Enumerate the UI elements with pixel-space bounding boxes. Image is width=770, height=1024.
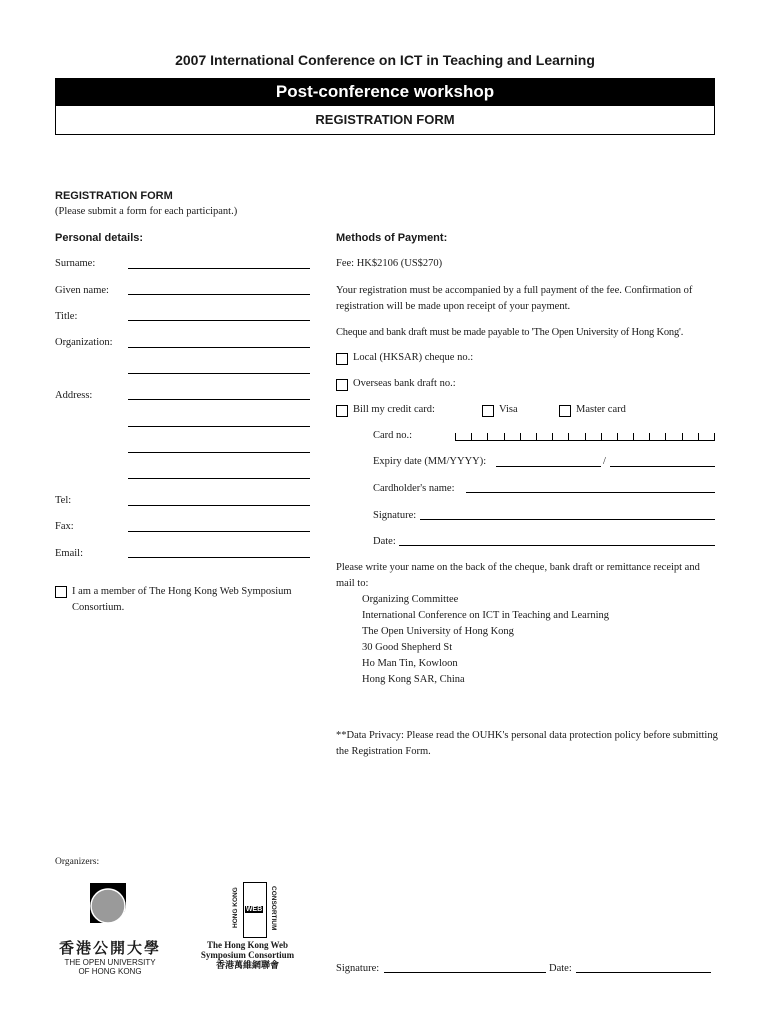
tel-field[interactable] (128, 505, 310, 506)
mail-address (362, 592, 609, 688)
expiry-separator: / (603, 456, 606, 467)
payment-note: Your registration must be accompanied by a full payment of the fee. Confirmation of registration will be made upon receipt of your payment. (336, 285, 693, 312)
footer-date-label: Date: (549, 963, 572, 974)
surname-label: Surname: (55, 258, 96, 269)
visa-checkbox[interactable] (482, 405, 494, 417)
member-text: I am a member of The Hong Kong Web Symposium Consortium. (72, 586, 292, 613)
open-university-logo (55, 880, 165, 976)
card-no-label: Card no.: (373, 430, 413, 441)
cardholder-field[interactable] (466, 492, 715, 493)
mail-instruction: Please write your name on the back of the cheque, bank draft or remittance receipt and mail to: (336, 562, 700, 589)
given-name-field[interactable] (128, 294, 310, 295)
organization-field-line-2[interactable] (128, 373, 310, 374)
tel-label: Tel: (55, 495, 72, 506)
card-date-label: Date: (373, 536, 396, 547)
email-label: Email: (55, 548, 83, 559)
credit-card-checkbox[interactable] (336, 405, 348, 417)
card-signature-field[interactable] (420, 519, 715, 520)
cardholder-label: Cardholder's name: (373, 483, 455, 494)
address-field-line-2[interactable] (128, 426, 310, 427)
title-label: Title: (55, 311, 78, 322)
surname-field[interactable] (128, 268, 310, 269)
web-word: WEB (245, 906, 263, 913)
workshop-title: Post-conference workshop (55, 78, 715, 105)
expiry-month-field[interactable] (496, 466, 601, 467)
card-signature-label: Signature: (373, 510, 417, 521)
local-cheque-checkbox[interactable] (336, 353, 348, 365)
web-consortium-label: CONSORTIUM (270, 885, 277, 931)
organizers-label: Organizers: (55, 857, 100, 867)
address-line: International Conference on ICT in Teaching and Learning (362, 610, 609, 621)
email-field[interactable] (128, 557, 310, 558)
web-hk-label: HONG KONG (232, 887, 239, 929)
credit-card-label: Bill my credit card: (353, 404, 435, 415)
fee-text: Fee: HK$2106 (US$270) (336, 258, 443, 269)
ou-english-name-2: OF HONG KONG (78, 967, 142, 976)
footer-date-field[interactable] (576, 972, 711, 973)
web-consortium-logo (190, 880, 305, 971)
privacy-note: **Data Privacy: Please read the OUHK's personal data protection policy before submitting the Registration Form. (336, 730, 718, 757)
form-subheading: (Please submit a form for each participant.) (55, 206, 238, 217)
card-number-boxes[interactable] (455, 433, 715, 441)
given-name-label: Given name: (55, 285, 109, 296)
footer-signature-field[interactable] (384, 972, 546, 973)
card-date-field[interactable] (399, 545, 715, 546)
payment-title: Methods of Payment: (336, 232, 448, 244)
address-line: Organizing Committee (362, 594, 459, 605)
expiry-label: Expiry date (MM/YYYY): (373, 456, 487, 467)
overseas-draft-checkbox[interactable] (336, 379, 348, 391)
conference-title: 2007 International Conference on ICT in Teaching and Learning (175, 52, 595, 68)
ou-emblem-icon (55, 880, 165, 932)
web-name-1: The Hong Kong Web (206, 940, 289, 950)
fax-label: Fax: (55, 521, 74, 532)
address-field-line-4[interactable] (128, 478, 310, 479)
mastercard-checkbox[interactable] (559, 405, 571, 417)
organization-field[interactable] (128, 347, 310, 348)
payable-note: Cheque and bank draft must be made payable to 'The Open University of Hong Kong'. (336, 327, 684, 338)
ou-english-name-1: THE OPEN UNIVERSITY (64, 958, 156, 967)
form-heading: REGISTRATION FORM (55, 190, 173, 202)
address-field[interactable] (128, 399, 310, 400)
address-label: Address: (55, 390, 93, 401)
web-chinese-name: 香港萬維網聯會 (215, 960, 279, 970)
personal-details-title: Personal details: (55, 232, 144, 244)
local-cheque-label: Local (HKSAR) cheque no.: (353, 352, 474, 363)
overseas-draft-label: Overseas bank draft no.: (353, 378, 456, 389)
ou-chinese-name: 香港公開大學 (58, 941, 161, 957)
expiry-year-field[interactable] (610, 466, 715, 467)
fax-field[interactable] (128, 531, 310, 532)
form-banner: REGISTRATION FORM (55, 105, 715, 135)
visa-label: Visa (499, 404, 518, 415)
address-line: Hong Kong SAR, China (362, 674, 465, 685)
member-checkbox[interactable] (55, 586, 67, 598)
footer-signature-label: Signature: (336, 963, 380, 974)
address-field-line-3[interactable] (128, 452, 310, 453)
organization-label: Organization: (55, 337, 113, 348)
address-line: Ho Man Tin, Kowloon (362, 658, 458, 669)
address-line: The Open University of Hong Kong (362, 626, 514, 637)
address-line: 30 Good Shepherd St (362, 642, 453, 653)
mastercard-label: Master card (576, 404, 626, 415)
title-field[interactable] (128, 320, 310, 321)
web-name-2: Symposium Consortium (200, 950, 295, 960)
